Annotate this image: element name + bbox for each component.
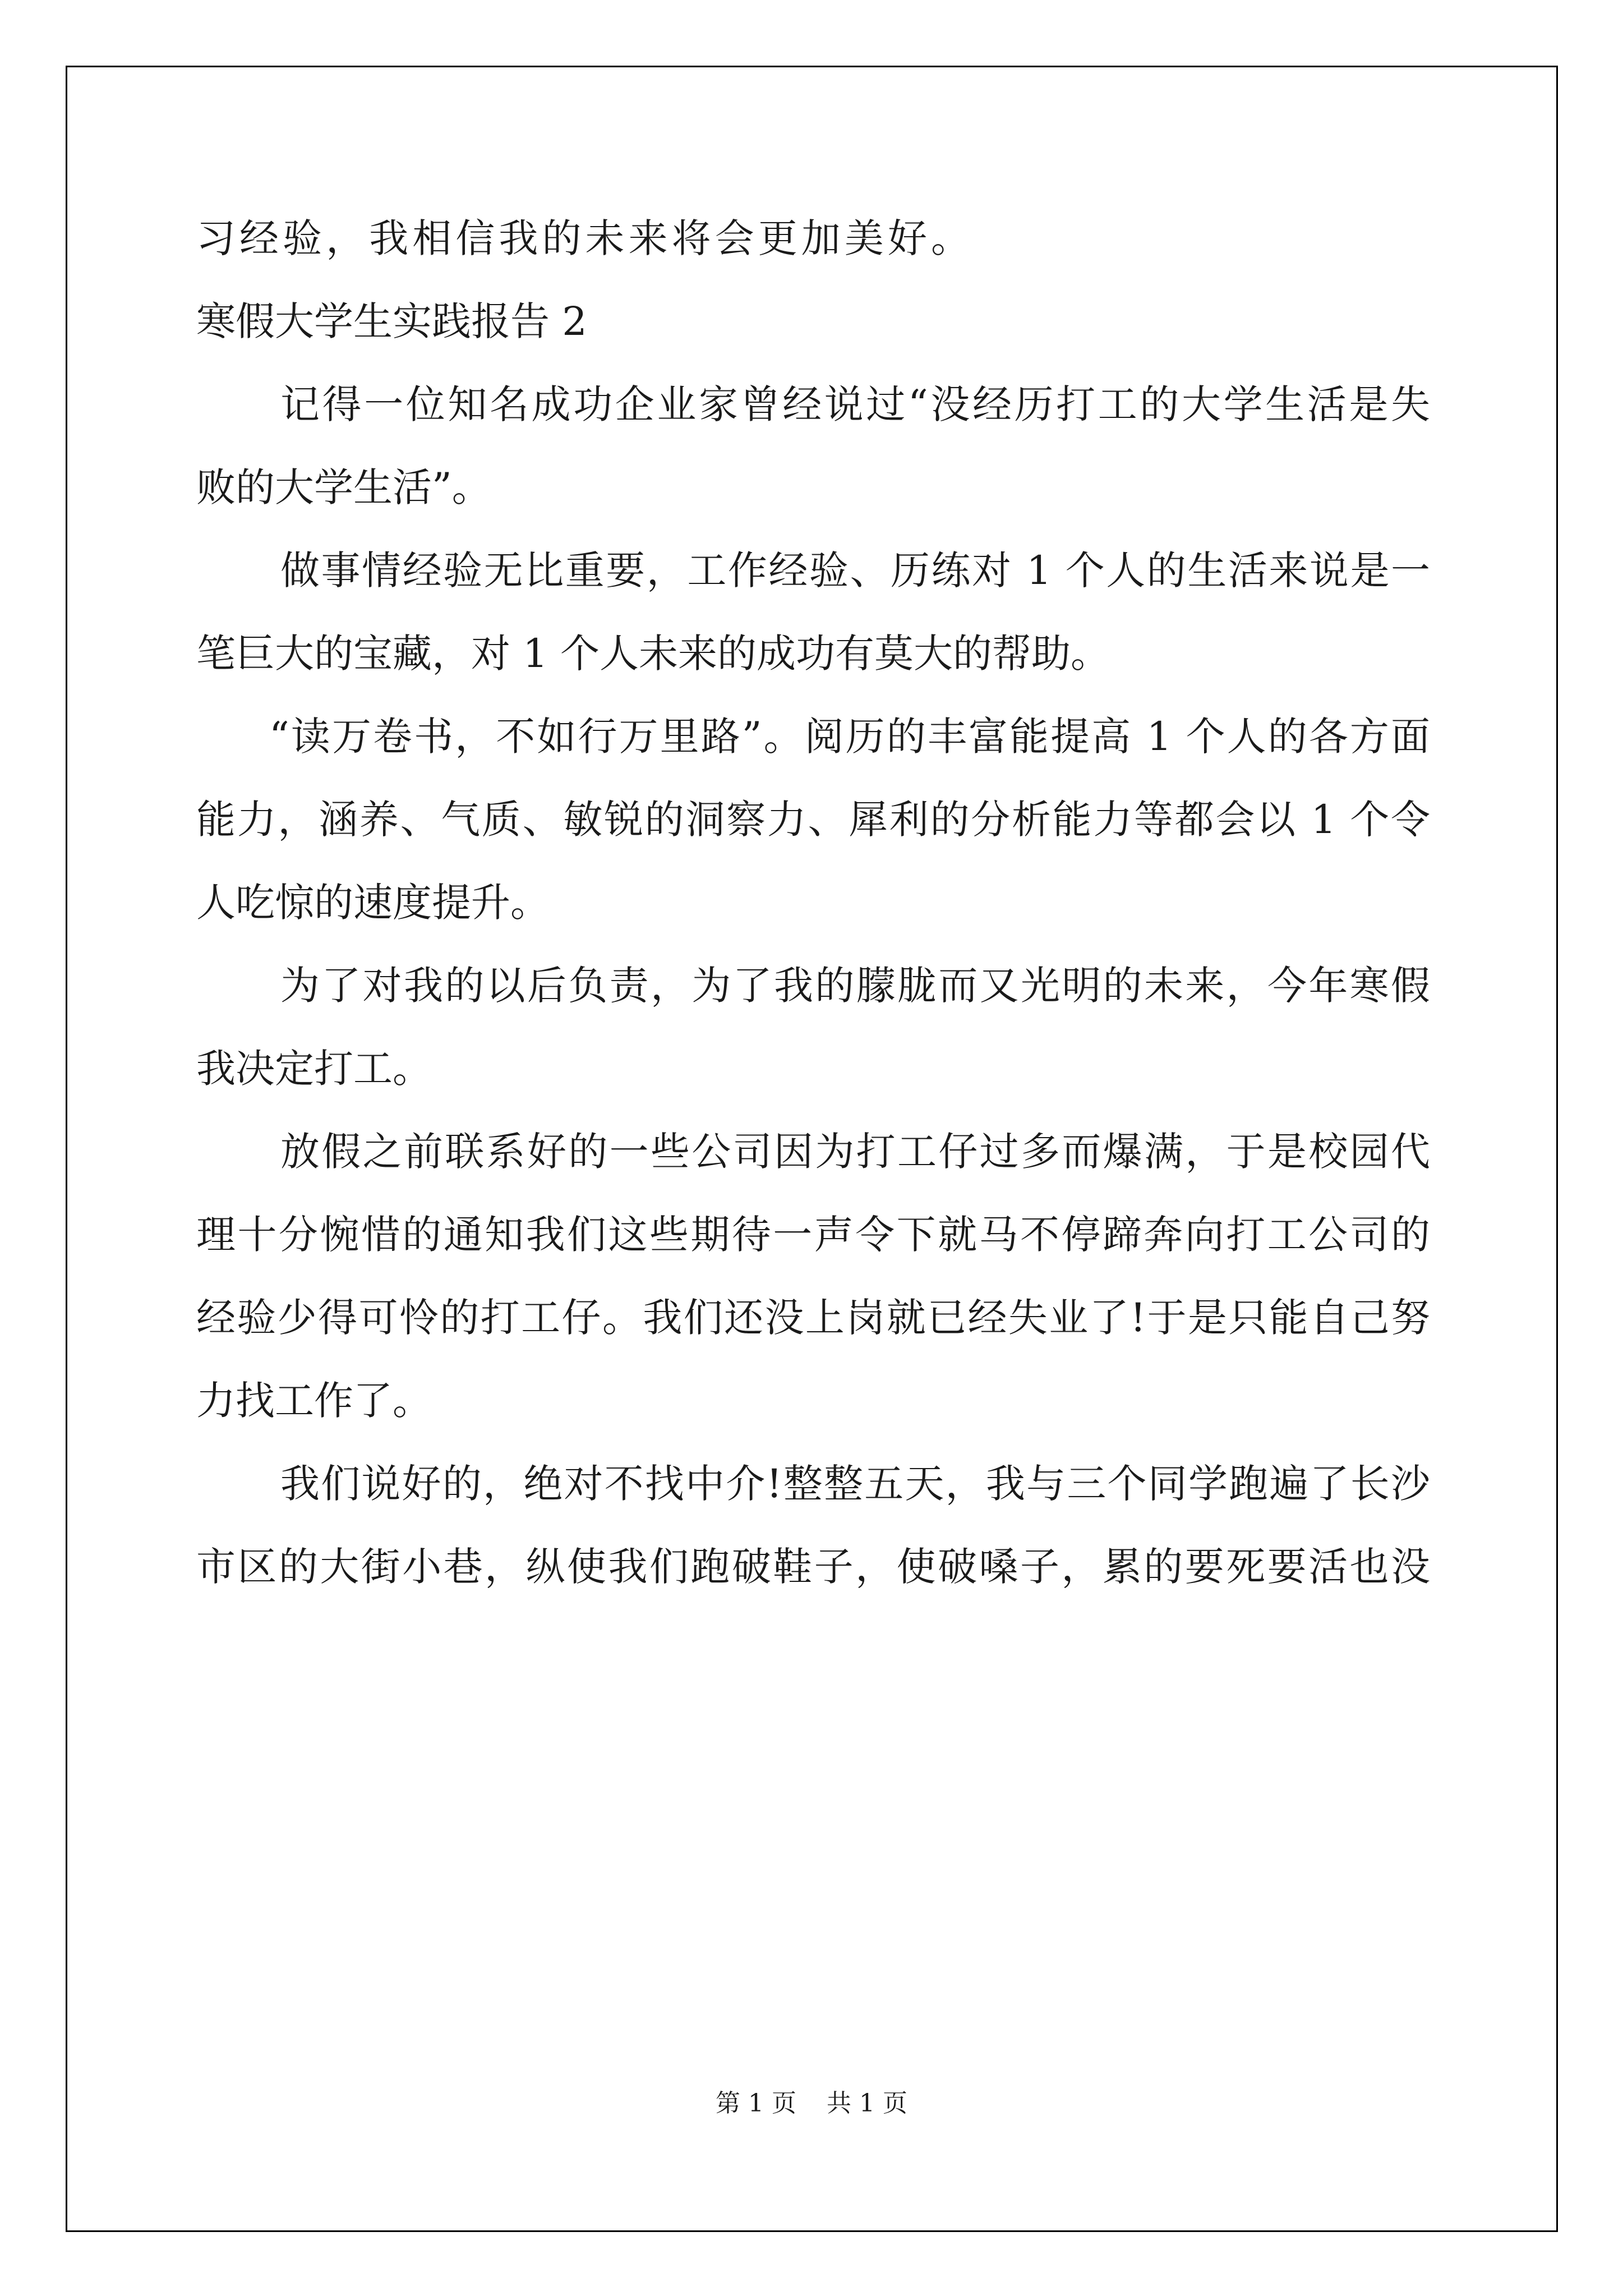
text-line: 笔巨大的宝藏，对 1 个人未来的成功有莫大的帮助。 [196, 631, 1110, 677]
section-heading: 寒假大学生实践报告 2 [196, 298, 587, 344]
document-body [196, 210, 1430, 1595]
text-line: 经验少得可怜的打工仔。我们还没上岗就已经失业了!于是只能自己努 [196, 1295, 1430, 1341]
text-line: 做事情经验无比重要，工作经验、历练对 1 个人的生活来说是一 [280, 547, 1430, 593]
text-line: 我们说好的，绝对不找中介!整整五天，我与三个同学跑遍了长沙 [280, 1461, 1430, 1507]
text-line: 力找工作了。 [196, 1378, 432, 1424]
text-line: 理十分惋惜的通知我们这些期待一声令下就马不停蹄奔向打工公司的 [196, 1212, 1430, 1258]
text-line: 能力，涵养、气质、敏锐的洞察力、犀利的分析能力等都会以 1 个令 [196, 797, 1430, 843]
text-line: 人吃惊的速度提升。 [196, 880, 550, 926]
page-footer [0, 2087, 1623, 2120]
text-line: 为了对我的以后负责，为了我的朦胧而又光明的未来，今年寒假 [280, 963, 1430, 1009]
text-line: 市区的大街小巷，纵使我们跑破鞋子，使破嗓子，累的要死要活也没 [196, 1544, 1430, 1590]
text-line: 记得一位知名成功企业家曾经说过“没经历打工的大学生活是失 [280, 381, 1430, 427]
text-line: “读万卷书，不如行万里路”。阅历的丰富能提高 1 个人的各方面 [269, 714, 1430, 760]
text-line: 放假之前联系好的一些公司因为打工仔过多而爆满，于是校园代 [280, 1129, 1430, 1175]
text-line: 我决定打工。 [196, 1046, 432, 1092]
text-line: 习经验，我相信我的未来将会更加美好。 [196, 215, 970, 261]
page-number: 第 1 页 [716, 2089, 796, 2118]
page-total: 共 1 页 [827, 2089, 907, 2118]
text-line: 败的大学生活”。 [196, 464, 491, 510]
